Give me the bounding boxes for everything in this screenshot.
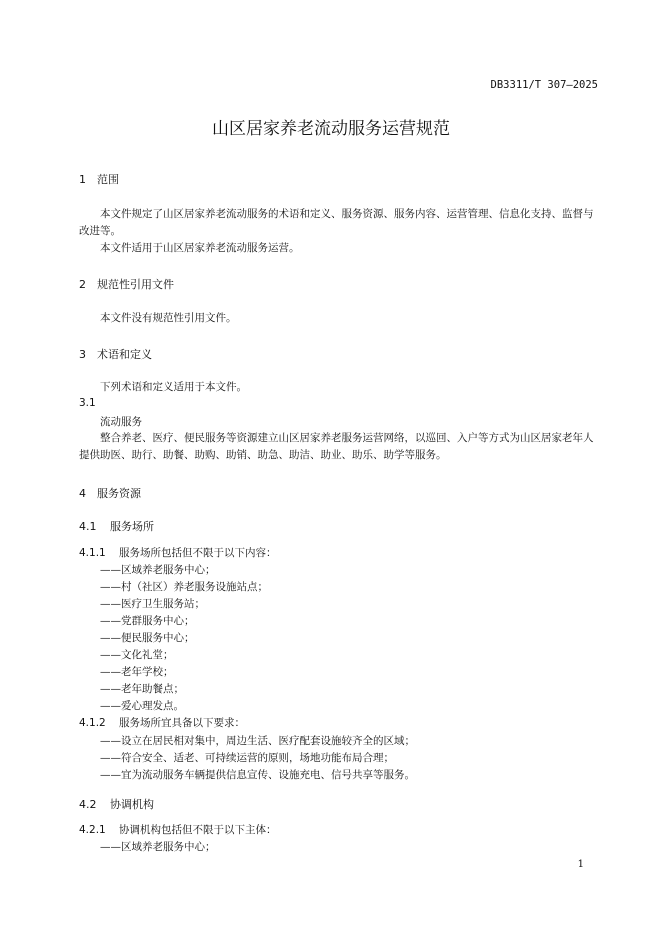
document-title: 山区居家养老流动服务运营规范 [212,119,450,139]
list-item: ——爱心理发点。 [100,700,184,712]
paragraph: 本文件没有规范性引用文件。 [100,312,237,324]
section-number: 1 [79,173,86,186]
paragraph: 下列术语和定义适用于本文件。 [100,381,247,393]
page-number: 1 [577,859,584,870]
list-item: ——便民服务中心； [100,632,195,644]
section-title: 范围 [97,173,119,186]
section-1-heading [79,171,119,187]
clause-number: 4.1.1 [79,547,106,559]
list-item: ——老年学校； [100,666,174,678]
section-number: 4.2 [79,798,97,811]
section-number: 4.1 [79,520,97,533]
paragraph: 本文件适用于山区居家养老流动服务运营。 [100,242,300,254]
clause-4-1-1 [79,545,277,560]
clause-number: 4.1.2 [79,717,106,729]
list-item: ——党群服务中心； [100,615,195,627]
section-4-1-heading [79,518,154,534]
list-item: ——村（社区）养老服务设施站点； [100,581,268,593]
paragraph: 本文件规定了山区居家养老流动服务的术语和定义、服务资源、服务内容、运营管理、信息化支持、监督与改进等。 [79,208,594,237]
term-definition: 整合养老、医疗、便民服务等资源建立山区居家养老服务运营网络，以巡回、入户等方式为山区居家老年人提供助医、助行、助餐、助购、助销、助急、助洁、助业、助乐、助学等服务。 [79,432,594,461]
list-item: ——区域养老服务中心； [100,564,216,576]
list-item: ——老年助餐点； [100,683,184,695]
document-id: DB3311/T 307—2025 [490,79,598,91]
list-item: ——医疗卫生服务站； [100,598,205,610]
section-4-2-heading [79,796,154,812]
list-item: ——设立在居民相对集中，周边生活、医疗配套设施较齐全的区域； [100,735,415,747]
section-number: 3 [79,348,86,361]
section-2-heading [79,276,174,292]
list-item: ——区域养老服务中心； [100,841,216,853]
section-title: 术语和定义 [97,348,152,361]
clause-4-2-1 [79,822,277,837]
clause-4-1-2 [79,715,245,730]
section-number: 2 [79,278,86,291]
clause-text: 协调机构包括但不限于以下主体： [119,824,277,836]
clause-text: 服务场所宜具备以下要求： [119,717,245,729]
clause-number: 4.2.1 [79,824,106,836]
section-title: 规范性引用文件 [97,278,174,291]
clause-text: 服务场所包括但不限于以下内容： [119,547,277,559]
section-title: 服务场所 [110,520,154,533]
list-item: ——符合安全、适老、可持续运营的原则，场地功能布局合理； [100,752,394,764]
list-item: ——宜为流动服务车辆提供信息宣传、设施充电、信号共享等服务。 [100,769,415,781]
list-item: ——文化礼堂； [100,649,174,661]
section-4-heading [79,485,141,501]
section-3-heading [79,346,152,362]
section-title: 协调机构 [110,798,154,811]
section-number: 4 [79,487,86,500]
term-name: 流动服务 [100,416,142,428]
term-number: 3.1 [79,397,96,409]
section-title: 服务资源 [97,487,141,500]
